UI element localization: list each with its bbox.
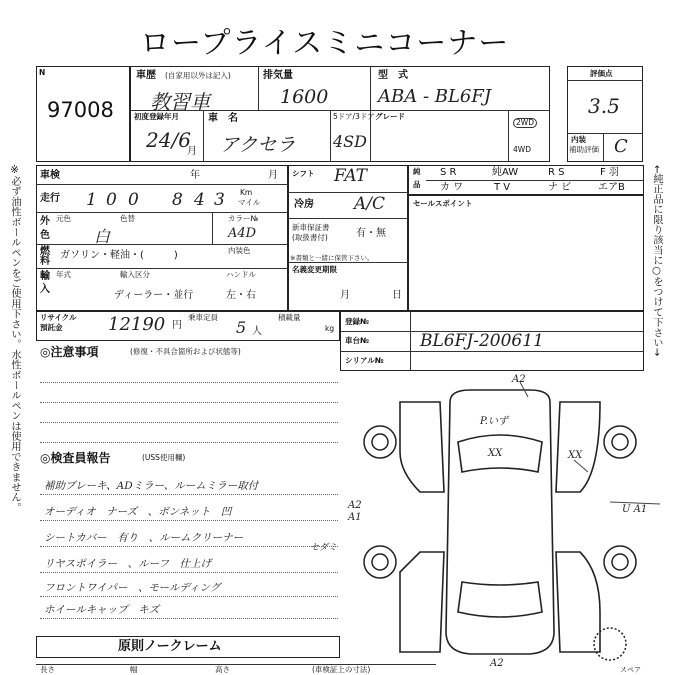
rule-line	[40, 494, 338, 495]
rule-line	[40, 402, 338, 403]
history-note: (自家用以外は記入)	[165, 71, 231, 80]
rule-line	[40, 546, 338, 547]
import-year-label: 年式	[56, 270, 71, 279]
recycle-label: リサイクル	[40, 313, 77, 322]
divider	[288, 218, 408, 219]
diagram-mark: XX	[488, 448, 503, 459]
color-inner-label: 色	[40, 230, 50, 241]
option-sr[interactable]: S R	[440, 167, 457, 178]
right-vertical-note: ←純正品に限り該当に○をつけて下さい→	[651, 165, 662, 357]
shift-label: シフト	[292, 169, 315, 178]
mileage-unit-mile: マイル	[238, 198, 261, 207]
divider	[36, 184, 288, 185]
divider	[330, 110, 331, 162]
capacity-unit: 人	[252, 326, 262, 337]
car-name-label: 車 名	[208, 113, 238, 124]
diagram-mark: A2	[348, 500, 362, 511]
lot-box	[36, 66, 130, 162]
import-type-label: 輸入区分	[120, 270, 150, 279]
capacity-label: 乗車定員	[188, 313, 218, 322]
inspection-year: 年	[190, 170, 200, 181]
first-reg-value: 24/6	[146, 128, 191, 152]
serial-label: シリアル№	[345, 356, 384, 365]
interior-label: 内装	[571, 135, 586, 144]
displacement-label: 排気量	[263, 70, 293, 81]
option-navi[interactable]: ナ ビ	[548, 182, 572, 193]
option-leather[interactable]: カ ワ	[440, 182, 464, 193]
diagram-mark: U A1	[622, 504, 648, 515]
mileage-label: 走行	[40, 193, 60, 204]
color-outer-label: 外	[40, 216, 50, 227]
grade-label: グレード	[375, 112, 405, 121]
dim-height: 高さ	[215, 665, 230, 674]
rule-line	[40, 520, 338, 521]
manual-label: (取扱書付)	[292, 233, 328, 242]
mileage-digit: 1	[86, 190, 97, 210]
color-code-value: A4D	[228, 226, 257, 241]
option-aw[interactable]: 純AW	[492, 167, 519, 178]
rule-line	[40, 442, 338, 443]
interior-color-label: 内装色	[228, 246, 251, 255]
diagram-mark: A1	[348, 512, 362, 523]
lot-flag: N	[39, 68, 46, 77]
diagram-mark: A2	[490, 658, 504, 669]
mileage-digit: 8	[172, 190, 183, 210]
diagram-mark: P.いず	[480, 416, 508, 427]
inspector-line: オーディオ ナーズ 、ボンネット 凹	[44, 506, 242, 518]
history-value: 教習車	[150, 90, 210, 114]
car-diagram	[340, 372, 673, 675]
fuel-label: 燃	[40, 246, 50, 257]
option-spoiler[interactable]: F 羽	[600, 167, 619, 178]
ownership-label: 名義変更期限	[292, 265, 337, 274]
rule-line	[40, 596, 338, 597]
import-label: 輸	[40, 271, 50, 282]
inspector-line: リヤスポイラー 、ルーフ 仕上げ	[44, 558, 212, 570]
car-name-value: アクセラ	[220, 134, 296, 156]
divider	[603, 133, 604, 162]
load-unit: kg	[325, 324, 335, 333]
divider	[370, 110, 371, 162]
options-label: 品	[413, 180, 421, 189]
import-label: 入	[40, 284, 50, 295]
interior-value: C	[614, 136, 628, 157]
divider	[288, 192, 408, 193]
chassis-value: BL6FJ-200611	[420, 331, 544, 351]
manual-note: ※書類と一緒に保管下さい。	[290, 254, 374, 262]
selling-points-box	[408, 195, 644, 311]
color-value: 白	[94, 227, 111, 246]
drive-2wd[interactable]: 2WD	[513, 118, 537, 128]
drive-4wd[interactable]: 4WD	[513, 145, 531, 154]
score-value: 3.5	[588, 94, 620, 118]
inspection-month: 月	[268, 170, 278, 181]
selling-points-label: セールスポイント	[413, 199, 473, 208]
inspector-line: フロントワイパー 、モールディング	[44, 582, 221, 594]
divider	[340, 351, 644, 352]
mileage-unit-km: Km	[240, 188, 253, 197]
divider	[410, 311, 411, 371]
first-reg-label: 初度登録年月	[134, 112, 179, 121]
divider	[258, 66, 259, 110]
spare-label: スペア	[620, 666, 641, 674]
claim-label: 原則ノークレーム	[118, 639, 222, 654]
ownership-month: 月	[340, 290, 350, 301]
manual-value[interactable]: 有・無	[356, 228, 386, 239]
rule-line	[40, 382, 338, 383]
divider	[36, 244, 288, 245]
divider	[567, 133, 643, 134]
inspector-sub: (USS使用欄)	[142, 453, 186, 462]
mileage-digit: 0	[128, 190, 139, 210]
rule-line	[40, 618, 338, 619]
dim-length: 長さ	[40, 665, 55, 674]
model-value: ABA - BL6FJ	[378, 86, 492, 107]
options-label: 純	[413, 167, 421, 176]
option-tv[interactable]: T V	[494, 182, 511, 193]
lot-number: 97008	[47, 98, 114, 122]
inspection-label: 車検	[40, 170, 60, 181]
dim-width: 幅	[130, 665, 138, 674]
color-original-label: 元色	[56, 214, 71, 223]
dim-note: (車検証上の寸法)	[312, 665, 371, 674]
reg-label: 登録№	[345, 317, 370, 326]
fuel-label: 料	[40, 256, 50, 267]
interior-sub: 補助評価	[569, 145, 599, 154]
body-value: 4SD	[333, 132, 367, 151]
history-label: 車歴	[136, 70, 156, 81]
diagram-mark: XX	[568, 450, 583, 461]
notes-sub: (修復・不具合箇所および状態等)	[130, 347, 241, 356]
month-unit: 月	[187, 146, 197, 157]
score-label: 評価点	[590, 69, 613, 78]
recycle-value: 12190	[108, 314, 166, 335]
markers	[520, 382, 660, 504]
mileage-digit: 3	[214, 190, 225, 210]
option-airbag[interactable]: エアB	[598, 182, 625, 193]
divider	[36, 268, 288, 269]
divider	[212, 212, 213, 244]
mileage-digit: 4	[194, 190, 205, 210]
divider	[203, 110, 204, 162]
aircon-value: A/C	[354, 194, 386, 214]
manual-label: 新車保証書	[292, 223, 330, 232]
color-change-label: 色替	[120, 214, 135, 223]
notes-label: ◎注意事項	[40, 345, 99, 359]
divider	[508, 110, 509, 162]
shift-value: FAT	[334, 166, 368, 186]
handle-label: ハンドル	[226, 270, 256, 279]
divider	[288, 262, 408, 263]
inspector-line: 補助ブレーキ、ADミラー、ルームミラー取付	[44, 480, 259, 492]
model-label: 型 式	[378, 70, 408, 81]
inspector-line: ホイールキャップ キズ	[44, 604, 160, 616]
divider	[426, 180, 644, 181]
option-rs[interactable]: R S	[548, 167, 565, 178]
left-vertical-note: ※必ず油性ボールペンをご使用下さい。水性ボールペンは使用できません。	[9, 165, 20, 513]
divider	[130, 110, 550, 111]
divider	[36, 212, 288, 213]
recycle-label: 預託金	[40, 323, 63, 332]
capacity-value: 5	[236, 318, 247, 337]
car-outline	[400, 390, 600, 654]
page-title: ロープライスミニコーナー	[140, 26, 510, 61]
fuel-options[interactable]: ガソリン・軽油・( )	[60, 250, 178, 261]
color-code-label: カラー№	[228, 214, 259, 223]
diagram-mark: A2	[512, 374, 526, 385]
handle-value[interactable]: 左・右	[226, 290, 256, 301]
load-label: 積載量	[278, 313, 301, 322]
recycle-unit: 円	[172, 320, 182, 331]
mileage-digit: 0	[106, 190, 117, 210]
displacement-value: 1600	[280, 86, 329, 108]
divider	[567, 80, 643, 81]
rule-line	[40, 422, 338, 423]
import-type-value[interactable]: ディーラー・並行	[114, 290, 194, 301]
chassis-label: 車台№	[345, 336, 370, 345]
inspector-label: ◎検査員報告	[40, 451, 111, 465]
inspector-line: シートカバー 有り 、ルームクリーナー	[44, 532, 244, 544]
ownership-day: 日	[392, 290, 402, 301]
divider	[370, 66, 371, 110]
body-label: 5ドア/3ドア	[333, 112, 375, 121]
rule-line	[40, 572, 338, 573]
aircon-label: 冷房	[294, 199, 314, 210]
bracket-note: セダミ	[310, 543, 338, 553]
